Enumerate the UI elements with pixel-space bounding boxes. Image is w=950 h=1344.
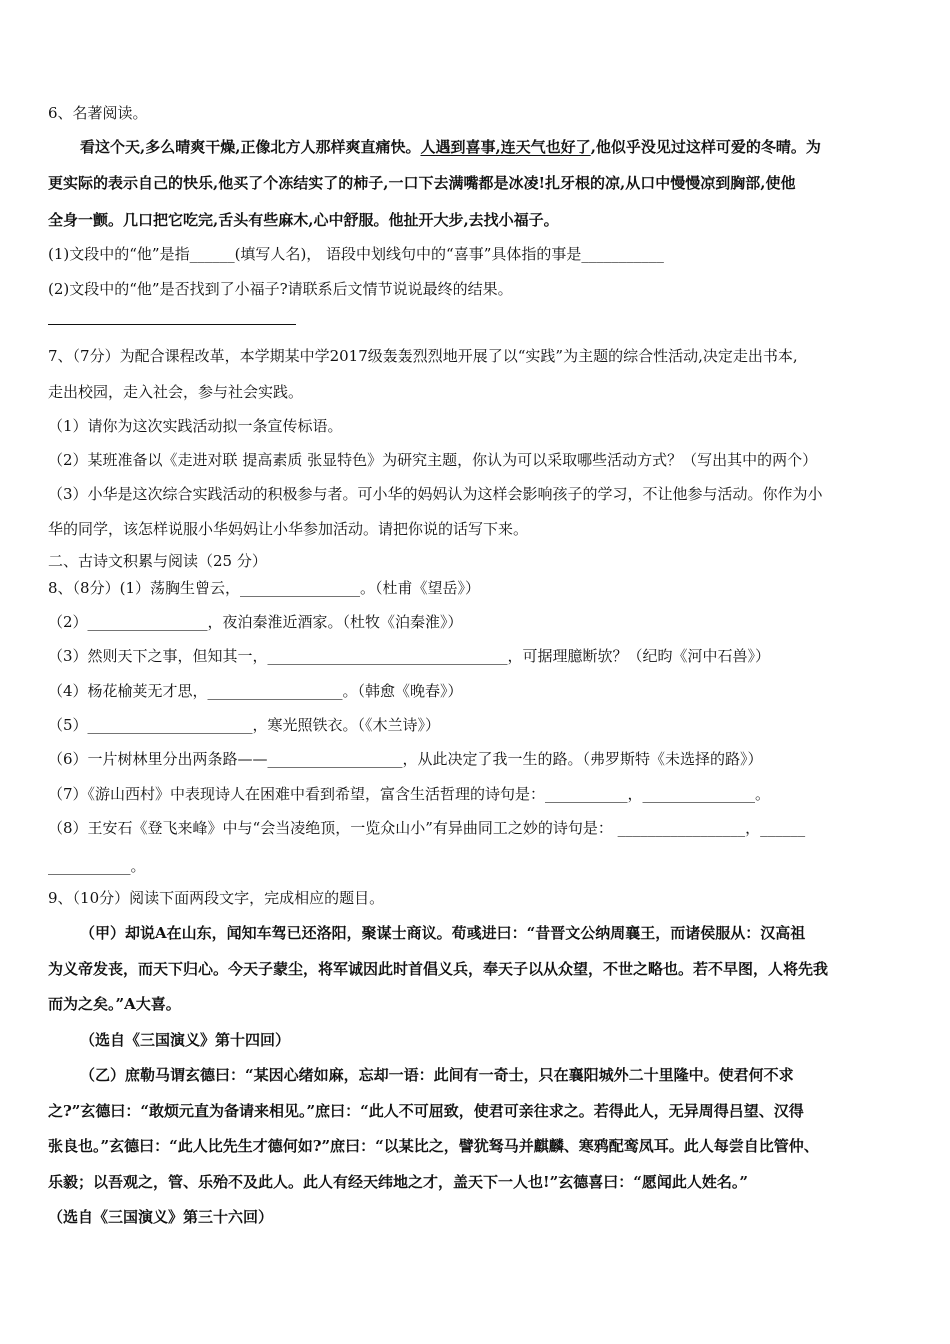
q6-passage-line-2: 更实际的表示自己的快乐,他买了个冻结实了的柿子,一口下去满嘴都是冰凌!扎牙根的凉,从口中慢慢凉到胸部,使他 [48, 174, 796, 192]
q9-passage-b-source: （选自《三国演义》第三十六回） [48, 1208, 274, 1226]
q6-passage-text: 看这个天,多么晴爽干燥,正像北方人那样爽直痛快。 [80, 138, 421, 156]
q7-sub-3a: （3）小华是这次综合实践活动的积极参与者。可小华的妈妈认为这样会影响孩子的学习，不让他参与活动。你作为小 [48, 485, 823, 503]
q8-line-3: （3）然则天下之事，但知其一，________________________________，可据理臆断欤？（纪昀《河中石兽》） [48, 647, 771, 665]
q6-sub-question-1: (1)文段中的“他”是指______(填写人名)， 语段中划线句中的“喜事”具体指的事是___________ [48, 245, 664, 263]
q9-passage-b-line-2: 之?”玄德曰：“敢烦元直为备请来相见。”庶曰：“此人不可屈致，使君可亲往求之。若得此人，无异周得吕望、汉得 [48, 1102, 804, 1120]
q7-line-1: 7、（7分）为配合课程改革，本学期某中学2017级轰轰烈烈地开展了以“实践”为主题的综合性活动,决定走出书本, [48, 347, 798, 365]
q9-passage-a-line-3: 而为之矣。”A大喜。 [48, 995, 181, 1013]
q6-passage-line-1 [80, 137, 821, 157]
q7-sub-3b: 华的同学，该怎样说服小华妈妈让小华参加活动。请把你说的话写下来。 [48, 520, 529, 538]
q8-line-1: 8、（8分）(1）荡胸生曾云，________________。（杜甫《望岳》） [48, 579, 480, 597]
q9-heading: 9、（10分）阅读下面两段文字，完成相应的题目。 [48, 889, 385, 907]
q8-line-7: （7）《游山西村》中表现诗人在困难中看到希望，富含生活哲理的诗句是：___________，_______________。 [48, 785, 771, 803]
q9-passage-b-line-1: （乙）庶勒马谓玄德曰：“某因心绪如麻，忘却一语：此间有一奇士，只在襄阳城外二十里隆中。使君何不求 [80, 1066, 794, 1084]
q8-line-6: （6）一片树林里分出两条路——__________________，从此决定了我一生的路。（弗罗斯特《未选择的路》） [48, 750, 763, 768]
q7-sub-1: （1）请你为这次实践活动拟一条宣传标语。 [48, 417, 343, 435]
q8-line-2: （2）________________，夜泊秦淮近酒家。（杜牧《泊秦淮》） [48, 613, 463, 631]
q9-passage-a-line-1: （甲）却说A在山东，闻知车驾已还洛阳，聚谋士商议。荀彧进曰：“昔晋文公纳周襄王，而诸侯服从：汉高祖 [80, 924, 806, 942]
q8-line-9: ___________。 [48, 857, 146, 875]
q8-line-4: （4）杨花榆荚无才思，__________________。（韩愈《晚春》） [48, 682, 463, 700]
q9-passage-a-source: （选自《三国演义》第十四回） [80, 1031, 291, 1049]
q6-passage-text: ,他似乎没见过这样可爱的冬晴。为 [590, 138, 821, 156]
q6-underlined-sentence: 人遇到喜事,连天气也好了 [420, 138, 591, 156]
q8-line-8: （8）王安石《登飞来峰》中与“会当凌绝顶，一览众山小”有异曲同工之妙的诗句是： _________________，______ [48, 819, 806, 837]
q7-sub-2: （2）某班准备以《走进对联 提高素质 张显特色》为研究主题，你认为可以采取哪些活动方式？（写出其中的两个） [48, 451, 818, 469]
q9-passage-a-line-2: 为义帝发丧，而天下归心。今天子蒙尘，将军诚因此时首倡义兵，奉天子以从众望，不世之略也。若不早图，人将先我 [48, 960, 829, 978]
q7-line-2: 走出校园，走入社会，参与社会实践。 [48, 383, 304, 401]
q6-passage-line-3: 全身一颤。几口把它吃完,舌头有些麻木,心中舒服。他扯开大步,去找小福子。 [48, 211, 559, 229]
q6-answer-line[interactable] [48, 324, 296, 325]
q8-line-5: （5）______________________，寒光照铁衣。（《木兰诗》） [48, 716, 441, 734]
section-2-title: 二、古诗文积累与阅读（25 分） [48, 552, 267, 570]
q6-sub-question-2: (2)文段中的“他”是否找到了小福子?请联系后文情节说说最终的结果。 [48, 280, 513, 298]
q9-passage-b-line-3: 张良也。”玄德曰：“此人比先生才德何如?”庶曰：“以某比之，譬犹驽马并麒麟、寒鸦配鸾凤耳。此人每尝自比管仲、 [48, 1137, 819, 1155]
q9-passage-b-line-4: 乐毅；以吾观之，管、乐殆不及此人。此人有经天纬地之才，盖天下一人也!”玄德喜曰：“愿闻此人姓名。” [48, 1173, 748, 1191]
q6-heading: 6、名著阅读。 [48, 104, 148, 122]
